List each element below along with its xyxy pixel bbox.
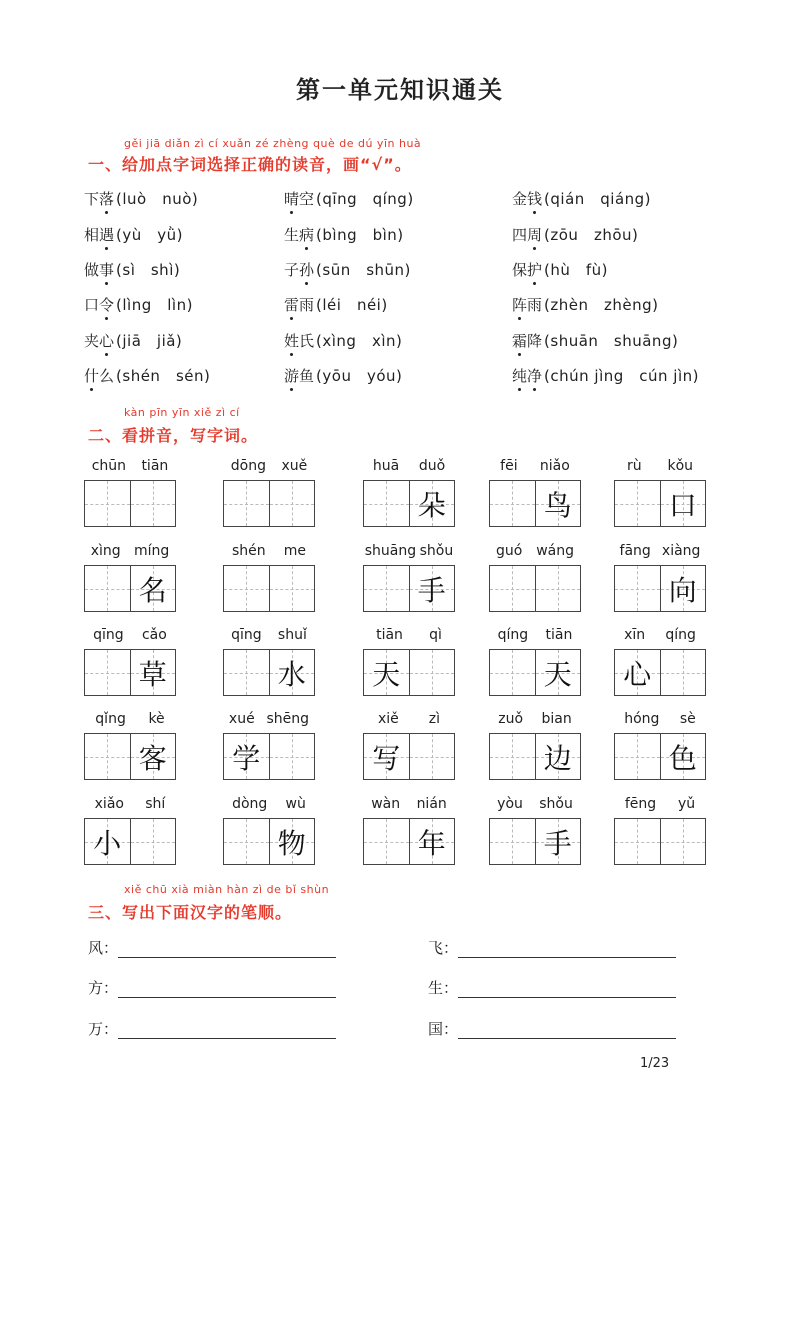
- pinyin-choice-item[interactable]: [512, 224, 638, 245]
- tianzige-square[interactable]: [85, 819, 130, 864]
- word-char: 护: [527, 261, 543, 279]
- stroke-order-row: [428, 977, 676, 998]
- stroke-order-label: 生：: [428, 979, 459, 997]
- pinyin-syllable: fāng: [619, 543, 651, 559]
- tianzige-box[interactable]: [363, 733, 455, 780]
- tianzige-box[interactable]: [84, 733, 176, 780]
- tianzige-square[interactable]: [130, 819, 176, 864]
- pinyin-choice-item[interactable]: [84, 294, 193, 315]
- tianzige-square[interactable]: [269, 819, 315, 864]
- answer-line[interactable]: [458, 943, 676, 958]
- pinyin-options[interactable]: (yù yǜ): [116, 226, 184, 244]
- tianzige-square[interactable]: [535, 734, 581, 779]
- given-character: 水: [277, 657, 306, 691]
- stroke-order-label: 万：: [88, 1020, 119, 1038]
- pinyin-options[interactable]: (yōu yóu): [316, 367, 403, 385]
- pinyin-syllable: wàn: [371, 796, 401, 812]
- cell-pinyin: [223, 627, 315, 643]
- pinyin-syllable: qǐng: [95, 711, 126, 727]
- pinyin-choice-item[interactable]: [512, 188, 651, 209]
- tianzige-square[interactable]: [364, 481, 409, 526]
- tianzige-box[interactable]: [614, 733, 706, 780]
- given-character: 手: [543, 826, 572, 860]
- pinyin-choice-item[interactable]: [512, 365, 699, 386]
- tianzige-square[interactable]: [535, 481, 581, 526]
- tianzige-square[interactable]: [364, 819, 409, 864]
- answer-line[interactable]: [118, 943, 336, 958]
- section2-heading: 二、看拼音，写字词。: [88, 426, 259, 445]
- tianzige-square[interactable]: [615, 566, 660, 611]
- given-character: 天: [372, 657, 401, 691]
- given-character: 向: [668, 573, 697, 607]
- given-character: 学: [232, 741, 261, 775]
- cell-pinyin: [223, 543, 315, 559]
- given-character: 物: [277, 826, 306, 860]
- tianzige-square[interactable]: [269, 650, 315, 695]
- pinyin-choice-item[interactable]: [284, 188, 414, 209]
- pinyin-syllable: dōng: [230, 458, 266, 474]
- pinyin-syllable: tiān: [141, 458, 169, 474]
- stroke-order-label: 飞：: [428, 939, 459, 957]
- word-char: 钱: [527, 190, 543, 208]
- pinyin-syllable: nián: [416, 796, 447, 812]
- tianzige-square[interactable]: [364, 566, 409, 611]
- pinyin-syllable: guó: [495, 543, 523, 559]
- tianzige-square[interactable]: [269, 481, 315, 526]
- pinyin-syllable: wáng: [536, 543, 575, 559]
- pinyin-choice-item[interactable]: [84, 259, 180, 280]
- pinyin-syllable: fēi: [500, 458, 518, 474]
- tianzige-box[interactable]: [489, 480, 581, 527]
- answer-line[interactable]: [118, 1024, 336, 1039]
- pinyin-syllable: tiān: [545, 627, 573, 643]
- pinyin-syllable: yòu: [497, 796, 523, 812]
- word-char: 雨: [299, 296, 315, 314]
- word-char: 游: [284, 367, 300, 385]
- section3-pinyin: xiě chū xià miàn hàn zì de bǐ shùn: [124, 883, 330, 896]
- pinyin-syllable: yǔ: [677, 796, 696, 812]
- stroke-order-row: [88, 1018, 336, 1039]
- stroke-order-label: 国：: [428, 1020, 459, 1038]
- pinyin-choice-item[interactable]: [284, 224, 404, 245]
- given-character: 朵: [417, 488, 446, 522]
- pinyin-options[interactable]: (bìng bìn): [316, 226, 404, 244]
- pinyin-syllable: shuǐ: [277, 627, 307, 643]
- tianzige-square[interactable]: [490, 481, 535, 526]
- tianzige-square[interactable]: [409, 734, 455, 779]
- cell-pinyin: [223, 711, 315, 727]
- pinyin-syllable: míng: [134, 543, 170, 559]
- cell-pinyin: [489, 627, 581, 643]
- pinyin-syllable: dòng: [232, 796, 268, 812]
- pinyin-syllable: xiàng: [661, 543, 701, 559]
- word-char: 么: [99, 367, 115, 385]
- cell-pinyin: [363, 711, 455, 727]
- pinyin-options[interactable]: (qīng qíng): [316, 190, 414, 208]
- tianzige-square[interactable]: [224, 819, 269, 864]
- cell-pinyin: [84, 796, 176, 812]
- pinyin-syllable: xué: [228, 711, 255, 727]
- pinyin-options[interactable]: (sūn shūn): [316, 261, 411, 279]
- answer-line[interactable]: [458, 983, 676, 998]
- tianzige-square[interactable]: [224, 650, 269, 695]
- word-char: 姓: [284, 332, 300, 350]
- pinyin-choice-item[interactable]: [284, 294, 388, 315]
- word-char: 氏: [299, 332, 315, 350]
- pinyin-syllable: qíng: [665, 627, 696, 643]
- pinyin-syllable: xuě: [281, 458, 308, 474]
- tianzige-square[interactable]: [224, 481, 269, 526]
- pinyin-options[interactable]: (shuān shuāng): [544, 332, 679, 350]
- pinyin-syllable: me: [283, 543, 306, 559]
- word-char: 保: [512, 261, 528, 279]
- tianzige-box[interactable]: [614, 565, 706, 612]
- pinyin-options[interactable]: (zōu zhōu): [544, 226, 639, 244]
- word-char: 晴: [284, 190, 300, 208]
- word-char: 什: [84, 367, 100, 385]
- pinyin-syllable: chūn: [91, 458, 127, 474]
- stroke-order-row: [88, 977, 336, 998]
- pinyin-choice-item[interactable]: [284, 259, 411, 280]
- pinyin-syllable: shuāng: [364, 543, 417, 559]
- tianzige-square[interactable]: [409, 819, 455, 864]
- tianzige-square[interactable]: [130, 650, 176, 695]
- given-character: 小: [93, 826, 122, 860]
- word-char: 雷: [284, 296, 300, 314]
- stroke-order-label: 方：: [88, 979, 119, 997]
- pinyin-options[interactable]: (zhèn zhèng): [544, 296, 659, 314]
- pinyin-syllable: fēng: [624, 796, 657, 812]
- word-char: 遇: [99, 226, 115, 244]
- tianzige-box[interactable]: [84, 565, 176, 612]
- tianzige-box[interactable]: [489, 733, 581, 780]
- pinyin-syllable: qì: [429, 627, 442, 643]
- pinyin-options[interactable]: (luò nuò): [116, 190, 199, 208]
- given-character: 鸟: [543, 488, 572, 522]
- pinyin-syllable: xiě: [377, 711, 399, 727]
- word-char: 做: [84, 261, 100, 279]
- pinyin-syllable: cǎo: [141, 627, 167, 643]
- cell-pinyin: [614, 543, 706, 559]
- tianzige-square[interactable]: [535, 566, 581, 611]
- word-char: 令: [99, 296, 115, 314]
- tianzige-square[interactable]: [364, 650, 409, 695]
- word-char: 纯: [512, 367, 528, 385]
- pinyin-choice-item[interactable]: [512, 294, 659, 315]
- word-char: 鱼: [299, 367, 315, 385]
- cell-pinyin: [614, 627, 706, 643]
- pinyin-syllable: tiān: [376, 627, 403, 643]
- pinyin-options[interactable]: (hù fù): [544, 261, 609, 279]
- given-character: 天: [543, 657, 572, 691]
- cell-pinyin: [84, 627, 176, 643]
- tianzige-box[interactable]: [84, 649, 176, 696]
- pinyin-syllable: shēng: [266, 711, 310, 727]
- stroke-order-row: [88, 937, 336, 958]
- cell-pinyin: [614, 796, 706, 812]
- tianzige-box[interactable]: [614, 480, 706, 527]
- tianzige-square[interactable]: [364, 734, 409, 779]
- pinyin-syllable: shǒu: [539, 796, 573, 812]
- stroke-order-row: [428, 937, 676, 958]
- cell-pinyin: [84, 458, 176, 474]
- pinyin-syllable: hóng: [624, 711, 660, 727]
- pinyin-syllable: wù: [285, 796, 306, 812]
- page-number: 1/23: [640, 1056, 670, 1071]
- tianzige-square[interactable]: [130, 734, 176, 779]
- pinyin-syllable: shǒu: [419, 543, 454, 559]
- section1-heading: 一、给加点字词选择正确的读音，画“√”。: [88, 155, 412, 174]
- tianzige-square[interactable]: [615, 819, 660, 864]
- tianzige-box[interactable]: [489, 649, 581, 696]
- word-char: 孙: [299, 261, 315, 279]
- pinyin-options[interactable]: (lìng lìn): [116, 296, 193, 314]
- tianzige-square[interactable]: [409, 481, 455, 526]
- pinyin-syllable: huā: [372, 458, 400, 474]
- word-char: 下: [84, 190, 100, 208]
- cell-pinyin: [223, 796, 315, 812]
- pinyin-choice-item[interactable]: [284, 330, 402, 351]
- tianzige-square[interactable]: [660, 650, 706, 695]
- tianzige-box[interactable]: [614, 818, 706, 865]
- pinyin-syllable: kè: [148, 711, 165, 727]
- tianzige-square[interactable]: [85, 566, 130, 611]
- pinyin-syllable: rù: [626, 458, 642, 474]
- pinyin-syllable: niǎo: [539, 458, 570, 474]
- given-character: 心: [623, 657, 652, 691]
- given-character: 边: [543, 741, 572, 775]
- answer-line[interactable]: [118, 983, 336, 998]
- given-character: 客: [138, 741, 167, 775]
- pinyin-syllable: bian: [541, 711, 572, 727]
- word-char: 心: [99, 332, 115, 350]
- section2-pinyin: kàn pīn yīn xiě zì cí: [124, 406, 240, 419]
- section1-pinyin: gěi jiā diǎn zì cí xuǎn zé zhèng què de dú yīn huà: [124, 137, 422, 150]
- pinyin-syllable: qīng: [93, 627, 124, 643]
- cell-pinyin: [489, 796, 581, 812]
- tianzige-square[interactable]: [660, 734, 706, 779]
- given-character: 手: [417, 573, 446, 607]
- given-character: 年: [417, 826, 446, 860]
- given-character: 口: [668, 488, 697, 522]
- cell-pinyin: [489, 711, 581, 727]
- pinyin-choice-item[interactable]: [284, 365, 402, 386]
- tianzige-square[interactable]: [490, 650, 535, 695]
- word-char: 生: [284, 226, 300, 244]
- word-char: 落: [99, 190, 115, 208]
- tianzige-square[interactable]: [660, 481, 706, 526]
- tianzige-box[interactable]: [363, 818, 455, 865]
- pinyin-syllable: shén: [232, 543, 266, 559]
- word-char: 降: [527, 332, 543, 350]
- tianzige-square[interactable]: [409, 650, 455, 695]
- word-char: 口: [84, 296, 100, 314]
- tianzige-square[interactable]: [660, 566, 706, 611]
- word-char: 空: [299, 190, 315, 208]
- given-character: 草: [138, 657, 167, 691]
- stroke-order-row: [428, 1018, 676, 1039]
- word-char: 子: [284, 261, 300, 279]
- cell-pinyin: [489, 458, 581, 474]
- pinyin-syllable: xīn: [624, 627, 646, 643]
- pinyin-syllable: qīng: [231, 627, 262, 643]
- tianzige-square[interactable]: [409, 566, 455, 611]
- cell-pinyin: [363, 627, 455, 643]
- tianzige-square[interactable]: [130, 481, 176, 526]
- pinyin-options[interactable]: (sì shì): [116, 261, 181, 279]
- tianzige-square[interactable]: [535, 819, 581, 864]
- pinyin-syllable: xiǎo: [94, 796, 124, 812]
- pinyin-syllable: xìng: [90, 543, 121, 559]
- tianzige-square[interactable]: [224, 566, 269, 611]
- pinyin-syllable: qíng: [497, 627, 529, 643]
- pinyin-choice-item[interactable]: [512, 259, 608, 280]
- pinyin-choice-item[interactable]: [84, 224, 183, 245]
- tianzige-box[interactable]: [489, 565, 581, 612]
- tianzige-box[interactable]: [489, 818, 581, 865]
- answer-line[interactable]: [458, 1024, 676, 1039]
- word-char: 相: [84, 226, 100, 244]
- stroke-order-label: 风：: [88, 939, 119, 957]
- page-title: 第一单元知识通关: [296, 75, 504, 104]
- tianzige-box[interactable]: [363, 649, 455, 696]
- cell-pinyin: [363, 458, 455, 474]
- tianzige-square[interactable]: [615, 650, 660, 695]
- cell-pinyin: [223, 458, 315, 474]
- pinyin-options[interactable]: (shén sén): [116, 367, 211, 385]
- tianzige-box[interactable]: [223, 818, 315, 865]
- pinyin-choice-item[interactable]: [84, 365, 210, 386]
- tianzige-box[interactable]: [84, 818, 176, 865]
- tianzige-square[interactable]: [490, 734, 535, 779]
- word-char: 阵: [512, 296, 528, 314]
- tianzige-box[interactable]: [363, 480, 455, 527]
- tianzige-square[interactable]: [615, 734, 660, 779]
- cell-pinyin: [84, 711, 176, 727]
- pinyin-syllable: shí: [145, 796, 166, 812]
- pinyin-options[interactable]: (jiā jiǎ): [116, 332, 183, 350]
- section3-heading: 三、写出下面汉字的笔顺。: [88, 903, 293, 922]
- word-char: 夹: [84, 332, 100, 350]
- tianzige-box[interactable]: [223, 649, 315, 696]
- pinyin-syllable: zuǒ: [498, 711, 524, 727]
- pinyin-options[interactable]: (xìng xìn): [316, 332, 403, 350]
- tianzige-square[interactable]: [269, 566, 315, 611]
- cell-pinyin: [614, 711, 706, 727]
- tianzige-square[interactable]: [85, 734, 130, 779]
- tianzige-box[interactable]: [223, 733, 315, 780]
- word-char: 事: [99, 261, 115, 279]
- tianzige-square[interactable]: [85, 650, 130, 695]
- tianzige-box[interactable]: [223, 565, 315, 612]
- cell-pinyin: [614, 458, 706, 474]
- pinyin-syllable: zì: [428, 711, 440, 727]
- tianzige-box[interactable]: [84, 480, 176, 527]
- word-char: 净: [527, 367, 543, 385]
- given-character: 色: [668, 741, 697, 775]
- pinyin-syllable: duǒ: [418, 458, 446, 474]
- cell-pinyin: [363, 796, 455, 812]
- cell-pinyin: [363, 543, 455, 559]
- cell-pinyin: [489, 543, 581, 559]
- tianzige-box[interactable]: [223, 480, 315, 527]
- tianzige-box[interactable]: [363, 565, 455, 612]
- tianzige-square[interactable]: [535, 650, 581, 695]
- word-char: 雨: [527, 296, 543, 314]
- given-character: 名: [138, 573, 167, 607]
- tianzige-square[interactable]: [269, 734, 315, 779]
- word-char: 病: [299, 226, 315, 244]
- word-char: 周: [527, 226, 543, 244]
- pinyin-syllable: sè: [679, 711, 696, 727]
- pinyin-choice-item[interactable]: [512, 330, 678, 351]
- tianzige-square[interactable]: [660, 819, 706, 864]
- pinyin-options[interactable]: (chún jìng cún jìn): [544, 367, 700, 385]
- tianzige-square[interactable]: [85, 481, 130, 526]
- pinyin-options[interactable]: (qián qiáng): [544, 190, 652, 208]
- word-char: 四: [512, 226, 528, 244]
- tianzige-box[interactable]: [614, 649, 706, 696]
- pinyin-choice-item[interactable]: [84, 188, 198, 209]
- pinyin-options[interactable]: (léi néi): [316, 296, 388, 314]
- tianzige-square[interactable]: [615, 481, 660, 526]
- pinyin-syllable: kǒu: [667, 458, 694, 474]
- cell-pinyin: [84, 543, 176, 559]
- tianzige-square[interactable]: [490, 819, 535, 864]
- tianzige-square[interactable]: [490, 566, 535, 611]
- word-char: 霜: [512, 332, 528, 350]
- pinyin-choice-item[interactable]: [84, 330, 182, 351]
- word-char: 金: [512, 190, 528, 208]
- tianzige-square[interactable]: [224, 734, 269, 779]
- tianzige-square[interactable]: [130, 566, 176, 611]
- given-character: 写: [372, 741, 401, 775]
